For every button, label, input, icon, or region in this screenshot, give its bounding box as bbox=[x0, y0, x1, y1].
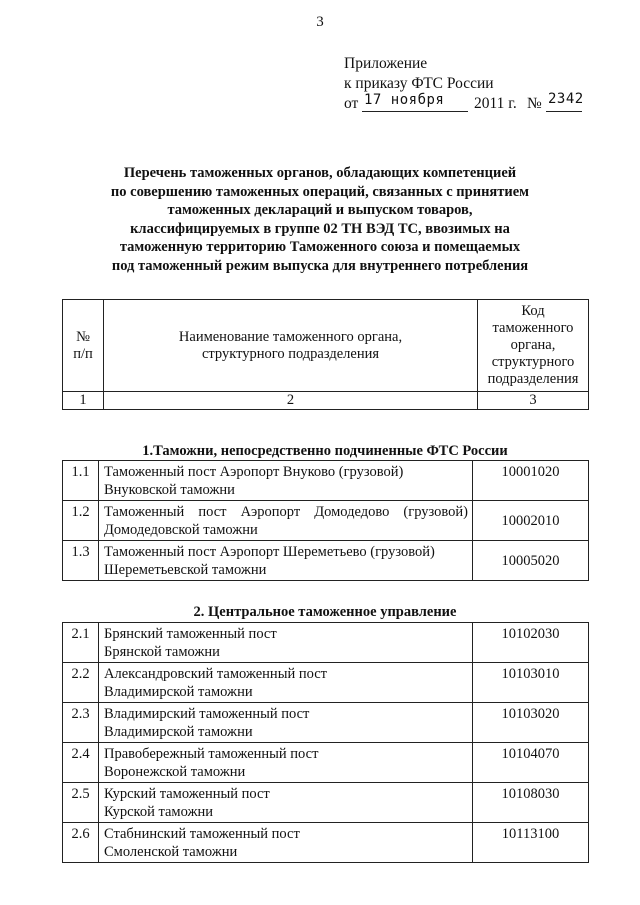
appendix-line2: к приказу ФТС России bbox=[344, 75, 494, 92]
table-row bbox=[63, 743, 589, 783]
table-row bbox=[63, 823, 589, 863]
table-row bbox=[63, 663, 589, 703]
section2-table bbox=[62, 622, 589, 863]
row-code: 10005020 bbox=[473, 541, 589, 581]
row-name-line1: Курский таможенный пост bbox=[104, 786, 270, 802]
row-name-line1: Стабнинский таможенный пост bbox=[104, 826, 300, 842]
number-underline bbox=[546, 111, 582, 112]
table-row bbox=[63, 501, 589, 541]
row-code: 10103020 bbox=[473, 703, 589, 743]
row-name bbox=[99, 663, 473, 703]
row-code: 10108030 bbox=[473, 783, 589, 823]
row-name-line1: Брянский таможенный пост bbox=[104, 626, 277, 642]
header-index-1: 1 bbox=[63, 392, 104, 410]
row-name-line2: Владимирской таможни bbox=[104, 724, 253, 740]
row-code: 10103010 bbox=[473, 663, 589, 703]
row-name-line2: Брянской таможни bbox=[104, 644, 220, 660]
title-line: под таможенный режим выпуска для внутреннего потребления bbox=[111, 257, 529, 274]
row-name-line1: Правобережный таможенный пост bbox=[104, 746, 319, 762]
table-row bbox=[63, 623, 589, 663]
row-name bbox=[99, 461, 473, 501]
row-name-line2: Смоленской таможни bbox=[104, 844, 238, 860]
row-number: 1.1 bbox=[63, 461, 99, 501]
row-number: 2.2 bbox=[63, 663, 99, 703]
appendix-date-prefix: от bbox=[344, 95, 359, 112]
row-name bbox=[99, 501, 473, 541]
row-name-line1: Владимирский таможенный пост bbox=[104, 706, 310, 722]
header-col-name: Наименование таможенного органа, структурного подразделения bbox=[104, 300, 478, 392]
header-index-2: 2 bbox=[104, 392, 478, 410]
row-number: 2.3 bbox=[63, 703, 99, 743]
row-code: 10001020 bbox=[473, 461, 589, 501]
appendix-date-handwritten: 17 ноября bbox=[364, 92, 445, 108]
section2-title: 2. Центральное таможенное управление bbox=[193, 604, 457, 620]
table-row bbox=[63, 461, 589, 501]
date-underline bbox=[362, 111, 468, 112]
row-name-line2: Домодедовской таможни bbox=[104, 522, 258, 538]
row-number: 2.1 bbox=[63, 623, 99, 663]
row-name bbox=[99, 743, 473, 783]
header-table bbox=[62, 299, 589, 410]
row-name-line1: Таможенный пост Аэропорт Домодедово (грузовой) bbox=[104, 504, 468, 520]
row-name-line2: Внуковской таможни bbox=[104, 482, 235, 498]
row-name-line2: Владимирской таможни bbox=[104, 684, 253, 700]
table-row bbox=[63, 541, 589, 581]
document-title bbox=[100, 164, 540, 276]
row-name bbox=[99, 783, 473, 823]
title-line: таможенных деклараций и выпуском товаров, bbox=[167, 202, 473, 219]
header-col-code: Код таможенного органа, структурного подразделения bbox=[478, 300, 589, 392]
title-line: Перечень таможенных органов, обладающих компетенцией bbox=[123, 165, 517, 181]
section1-table bbox=[62, 460, 589, 581]
row-name-line2: Шереметьевской таможни bbox=[104, 562, 267, 578]
row-name-line1: Таможенный пост Аэропорт Внуково (грузовой) bbox=[104, 464, 404, 480]
row-name-line2: Воронежской таможни bbox=[104, 764, 246, 780]
appendix-year: 2011 г. bbox=[474, 95, 517, 112]
row-number: 1.2 bbox=[63, 501, 99, 541]
row-name bbox=[99, 623, 473, 663]
title-line: классифицируемых в группе 02 ТН ВЭД ТС, ввозимых на bbox=[130, 220, 510, 237]
row-name bbox=[99, 703, 473, 743]
title-line: таможенную территорию Таможенного союза и помещаемых bbox=[119, 239, 521, 256]
row-number: 2.4 bbox=[63, 743, 99, 783]
section1-title: 1.Таможни, непосредственно подчиненные ФТС России bbox=[142, 443, 508, 459]
row-name bbox=[99, 823, 473, 863]
title-line: по совершению таможенных операций, связанных с принятием bbox=[110, 183, 530, 200]
table-row bbox=[63, 703, 589, 743]
appendix-number-sign: № bbox=[527, 95, 542, 112]
row-name-line1: Александровский таможенный пост bbox=[104, 666, 327, 682]
header-index-3: 3 bbox=[478, 392, 589, 410]
row-number: 1.3 bbox=[63, 541, 99, 581]
row-name bbox=[99, 541, 473, 581]
appendix-line1: Приложение bbox=[344, 55, 428, 72]
row-name-line2: Курской таможни bbox=[104, 804, 214, 820]
row-name-line1: Таможенный пост Аэропорт Шереметьево (грузовой) bbox=[104, 544, 435, 560]
row-number: 2.6 bbox=[63, 823, 99, 863]
header-col-number: № п/п bbox=[63, 300, 104, 392]
row-code: 10104070 bbox=[473, 743, 589, 783]
page-number: 3 bbox=[316, 14, 324, 30]
row-code: 10102030 bbox=[473, 623, 589, 663]
table-row bbox=[63, 783, 589, 823]
appendix-number-handwritten: 2342 bbox=[548, 91, 584, 107]
row-code: 10002010 bbox=[473, 501, 589, 541]
row-code: 10113100 bbox=[473, 823, 589, 863]
row-number: 2.5 bbox=[63, 783, 99, 823]
